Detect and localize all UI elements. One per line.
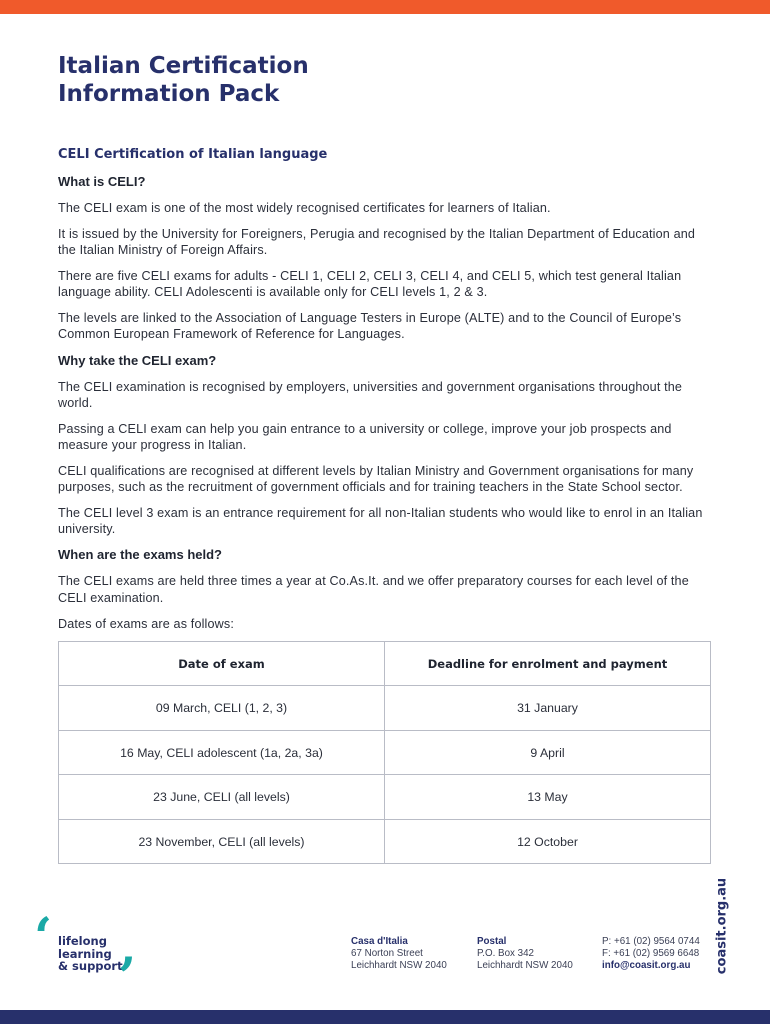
- postal-address-line: P.O. Box 342: [477, 947, 535, 959]
- paragraph: It is issued by the University for Foreigners, Perugia and recognised by the Italian Department of Education and the Italian Ministry of Foreign Affairs.: [58, 226, 696, 258]
- deadline-cell: 12 October: [385, 819, 711, 864]
- postal-address-line: Leichhardt NSW 2040: [477, 959, 573, 971]
- slogan: [58, 935, 123, 973]
- deadline-cell: 31 January: [385, 686, 711, 731]
- exam-dates-table: [58, 641, 711, 864]
- deadline-cell: 9 April: [385, 730, 711, 775]
- paragraph: The CELI exams are held three times a year at Co.As.It. and we offer preparatory courses for each level of the CELI examination.: [58, 574, 689, 605]
- close-quote-mark: ’: [118, 947, 137, 1008]
- postal-address-title: Postal: [477, 936, 507, 947]
- title-line-1: Italian Certification: [58, 53, 309, 79]
- table-row: [59, 686, 711, 731]
- slogan-line: & support: [58, 959, 123, 973]
- document-body: [58, 52, 712, 864]
- paragraph: CELI qualifications are recognised at different levels by Italian Ministry and Government organisations for many purposes, such as the recruitment of government officials and for training teachers in the State School sector.: [58, 463, 694, 495]
- contact-details: [602, 936, 700, 971]
- website-url[interactable]: coasit.org.au: [714, 877, 730, 975]
- top-accent-bar: [0, 0, 770, 14]
- open-quote-mark: ‘: [34, 907, 53, 968]
- email-link[interactable]: info@coasit.org.au: [602, 959, 691, 971]
- question-why-take-celi: Why take the CELI exam?: [58, 352, 217, 368]
- exam-date-cell: 23 November, CELI (all levels): [59, 819, 385, 864]
- column-header-deadline: Deadline for enrolment and payment: [385, 642, 711, 686]
- table-row: [59, 819, 711, 864]
- slogan-line: lifelong: [58, 934, 107, 948]
- paragraph: The CELI level 3 exam is an entrance requirement for all non-Italian students who would like to enrol in an Italian university.: [58, 505, 703, 537]
- exam-date-cell: 23 June, CELI (all levels): [59, 775, 385, 820]
- postal-address: [477, 936, 573, 971]
- bottom-accent-bar: [0, 1010, 770, 1024]
- table-row: [59, 730, 711, 775]
- question-when-are-exams: When are the exams held?: [58, 547, 222, 563]
- paragraph: Dates of exams are as follows:: [58, 616, 234, 631]
- table-row: [59, 775, 711, 820]
- paragraph: There are five CELI exams for adults - CELI 1, CELI 2, CELI 3, CELI 4, and CELI 5, which test general Italian language ability. CELI Adolescenti is available only for CELI levels 1, 2 & 3.: [58, 268, 682, 300]
- phone-number: P: +61 (02) 9564 0744: [602, 936, 700, 947]
- table-header-row: [59, 642, 711, 686]
- paragraph: The CELI exam is one of the most widely recognised certificates for learners of Italian.: [58, 201, 551, 215]
- casa-address-title: Casa d'Italia: [351, 936, 408, 947]
- casa-address-line: 67 Norton Street: [351, 947, 423, 959]
- casa-address-line: Leichhardt NSW 2040: [351, 959, 447, 971]
- exam-date-cell: 09 March, CELI (1, 2, 3): [59, 686, 385, 731]
- exam-date-cell: 16 May, CELI adolescent (1a, 2a, 3a): [59, 730, 385, 775]
- title-line-2: Information Pack: [58, 81, 280, 107]
- casa-address: [351, 936, 447, 971]
- paragraph: The CELI examination is recognised by employers, universities and government organisations throughout the world.: [58, 379, 683, 410]
- paragraph: The levels are linked to the Association of Language Testers in Europe (ALTE) and to the Council of Europe’s Common European Framework of Reference for Languages.: [58, 310, 682, 342]
- page-title: [58, 52, 712, 108]
- deadline-cell: 13 May: [385, 775, 711, 820]
- fax-number: F: +61 (02) 9569 6648: [602, 947, 700, 959]
- section-heading: CELI Certification of Italian language: [58, 147, 328, 162]
- question-what-is-celi: What is CELI?: [58, 174, 146, 189]
- column-header-date: Date of exam: [59, 642, 385, 686]
- slogan-line: learning: [58, 946, 112, 961]
- side-website-label[interactable]: [707, 876, 737, 976]
- paragraph: Passing a CELI exam can help you gain entrance to a university or college, improve your job prospects and measure your progress in Italian.: [58, 421, 672, 452]
